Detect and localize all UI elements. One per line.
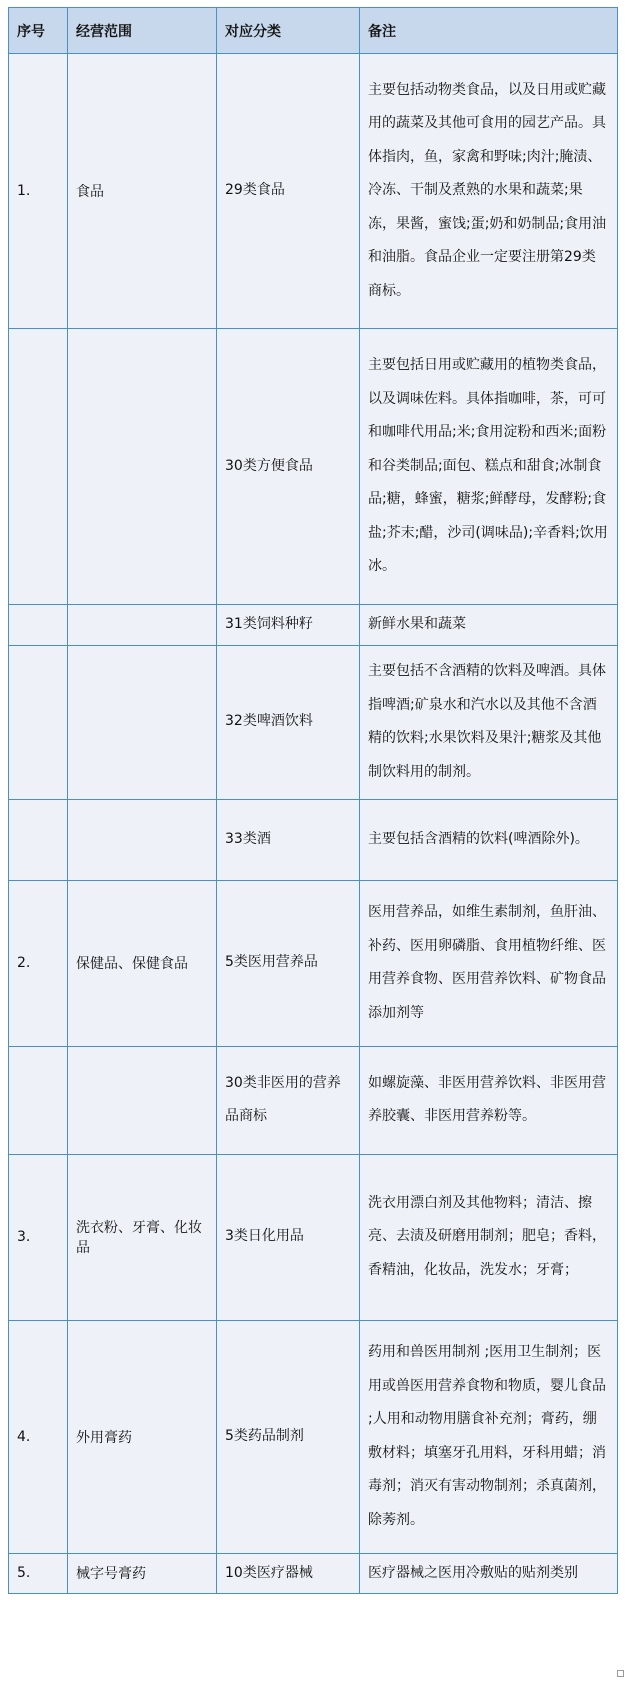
header-scope: 经营范围 xyxy=(68,8,217,54)
row-serial xyxy=(9,1046,68,1154)
row-serial xyxy=(9,605,68,646)
table-row xyxy=(9,645,618,799)
header-note: 备注 xyxy=(360,8,618,54)
row-serial: 5. xyxy=(9,1553,68,1594)
row-serial xyxy=(9,645,68,799)
row-serial: 1. xyxy=(9,54,68,329)
table-row xyxy=(9,1154,618,1320)
table-row xyxy=(9,799,618,880)
row-note: 医用营养品，如维生素制剂，鱼肝油、补药、医用卵磷脂、食用植物纤维、医用营养食物、医用营养饮料、矿物食品添加剂等 xyxy=(360,880,618,1046)
table-row xyxy=(9,880,618,1046)
table-row xyxy=(9,1320,618,1553)
row-scope xyxy=(68,799,217,880)
row-category: 30类方便食品 xyxy=(217,329,360,605)
row-category: 30类非医用的营养品商标 xyxy=(217,1046,360,1154)
row-scope xyxy=(68,329,217,605)
row-scope xyxy=(68,645,217,799)
row-scope: 械字号膏药 xyxy=(68,1553,217,1594)
table-row xyxy=(9,54,618,329)
row-category: 3类日化用品 xyxy=(217,1154,360,1320)
row-category: 32类啤酒饮料 xyxy=(217,645,360,799)
row-note: 主要包括动物类食品，以及日用或贮藏用的蔬菜及其他可食用的园艺产品。具体指肉，鱼，家禽和野味;肉汁;腌渍、冷冻、干制及煮熟的水果和蔬菜;果冻，果酱，蜜饯;蛋;奶和奶制品;食用油和油脂。食品企业一定要注册第29类商标。 xyxy=(360,54,618,329)
row-note: 主要包括不含酒精的饮料及啤酒。具体指啤酒;矿泉水和汽水以及其他不含酒精的饮料;水果饮料及果汁;糖浆及其他制饮料用的制剂。 xyxy=(360,645,618,799)
table-header-row xyxy=(9,8,618,54)
row-category: 29类食品 xyxy=(217,54,360,329)
trademark-category-table xyxy=(8,7,618,1594)
row-category: 5类医用营养品 xyxy=(217,880,360,1046)
row-note: 主要包括含酒精的饮料(啤酒除外)。 xyxy=(360,799,618,880)
row-category: 10类医疗器械 xyxy=(217,1553,360,1594)
row-note: 如螺旋藻、非医用营养饮料、非医用营养胶囊、非医用营养粉等。 xyxy=(360,1046,618,1154)
table-row xyxy=(9,605,618,646)
row-scope: 保健品、保健食品 xyxy=(68,880,217,1046)
row-scope xyxy=(68,605,217,646)
table-row xyxy=(9,329,618,605)
row-category: 33类酒 xyxy=(217,799,360,880)
row-note: 主要包括日用或贮藏用的植物类食品，以及调味佐料。具体指咖啡，茶，可可和咖啡代用品;米;食用淀粉和西米;面粉和谷类制品;面包、糕点和甜食;冰制食品;糖，蜂蜜，糖浆;鲜酵母，发酵粉;食盐;芥末;醋，沙司(调味品);辛香料;饮用冰。 xyxy=(360,329,618,605)
row-note: 医疗器械之医用冷敷贴的贴剂类别 xyxy=(360,1553,618,1594)
table-row xyxy=(9,1046,618,1154)
row-note: 药用和兽医用制剂 ;医用卫生制剂；医用或兽医用营养食物和物质，婴儿食品 ;人用和动物用膳食补充剂；膏药，绷敷材料；填塞牙孔用料，牙科用蜡；消毒剂；消灭有害动物制剂；杀真菌剂，除莠剂。 xyxy=(360,1320,618,1553)
row-serial xyxy=(9,799,68,880)
row-scope: 洗衣粉、牙膏、化妆品 xyxy=(68,1154,217,1320)
end-mark xyxy=(617,1670,624,1677)
row-serial: 4. xyxy=(9,1320,68,1553)
row-scope: 食品 xyxy=(68,54,217,329)
row-serial: 2. xyxy=(9,880,68,1046)
table-row xyxy=(9,1553,618,1594)
header-category: 对应分类 xyxy=(217,8,360,54)
row-category: 5类药品制剂 xyxy=(217,1320,360,1553)
row-serial: 3. xyxy=(9,1154,68,1320)
row-serial xyxy=(9,329,68,605)
row-note: 洗衣用漂白剂及其他物料；清洁、擦亮、去渍及研磨用制剂；肥皂；香料，香精油，化妆品，洗发水；牙膏； xyxy=(360,1154,618,1320)
row-note: 新鲜水果和蔬菜 xyxy=(360,605,618,646)
header-serial: 序号 xyxy=(9,8,68,54)
row-category: 31类饲料种籽 xyxy=(217,605,360,646)
row-scope: 外用膏药 xyxy=(68,1320,217,1553)
row-scope xyxy=(68,1046,217,1154)
